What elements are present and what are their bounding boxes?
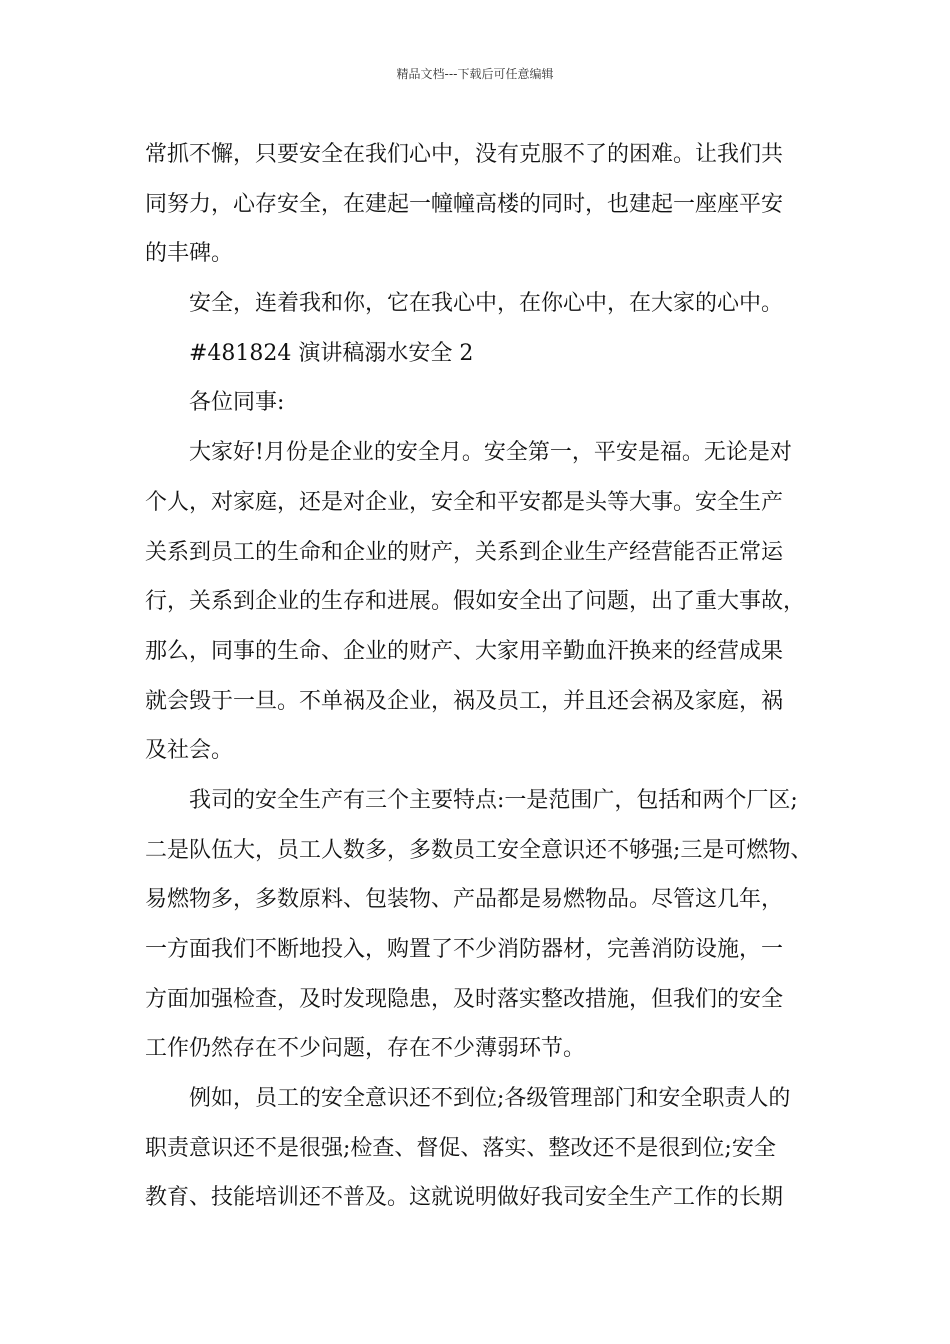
text-line: 及社会。: [145, 738, 234, 764]
text-line: 教育、技能培训还不普及。这就说明做好我司安全生产工作的长期: [145, 1185, 784, 1211]
text-line: 一方面我们不断地投入，购置了不少消防器材，完善消防设施，一: [145, 937, 784, 962]
text-line: 行，关系到企业的生存和进展。假如安全出了问题，出了重大事故，: [145, 589, 806, 615]
text-line: 同努力，心存安全，在建起一幢幢高楼的同时，也建起一座座平安: [145, 191, 784, 217]
text-line: 就会毁于一旦。不单祸及企业，祸及员工，并且还会祸及家庭，祸: [145, 688, 784, 714]
page-header: 精品文档---下载后可任意编辑: [396, 67, 554, 81]
text-line: 我司的安全生产有三个主要特点:一是范围广，包括和两个厂区;: [189, 787, 798, 813]
text-line: 方面加强检查，及时发现隐患，及时落实整改措施，但我们的安全: [145, 986, 784, 1012]
text-line: 职责意识还不是很强;检查、督促、落实、整改还不是很到位;安全: [145, 1135, 776, 1161]
text-line: 工作仍然存在不少问题，存在不少薄弱环节。: [145, 1036, 586, 1062]
text-line: 个人，对家庭，还是对企业，安全和平安都是头等大事。安全生产: [145, 489, 784, 515]
text-line: 常抓不懈，只要安全在我们心中，没有克服不了的困难。让我们共: [145, 142, 784, 167]
salutation: 各位同事:: [189, 390, 285, 416]
document-body: [145, 130, 821, 1223]
text-line: 例如，员工的安全意识还不到位;各级管理部门和安全职责人的: [189, 1086, 791, 1112]
text-line: 易燃物多，多数原料、包装物、产品都是易燃物品。尽管这几年，: [145, 887, 784, 913]
text-line: 二是队伍大，员工人数多，多数员工安全意识还不够强;三是可燃物、: [145, 837, 813, 863]
text-line: 的丰碑。: [145, 241, 234, 267]
text-line: 关系到员工的生命和企业的财产，关系到企业生产经营能否正常运: [145, 539, 784, 565]
section-title: #481824 演讲稿溺水安全 2: [189, 340, 474, 366]
text-line: 安全，连着我和你，它在我心中，在你心中，在大家的心中。: [189, 291, 784, 317]
text-line: 大家好!月份是企业的安全月。安全第一，平安是福。无论是对: [189, 440, 792, 466]
text-line: 那么，同事的生命、企业的财产、大家用辛勤血汗换来的经营成果: [145, 638, 784, 664]
